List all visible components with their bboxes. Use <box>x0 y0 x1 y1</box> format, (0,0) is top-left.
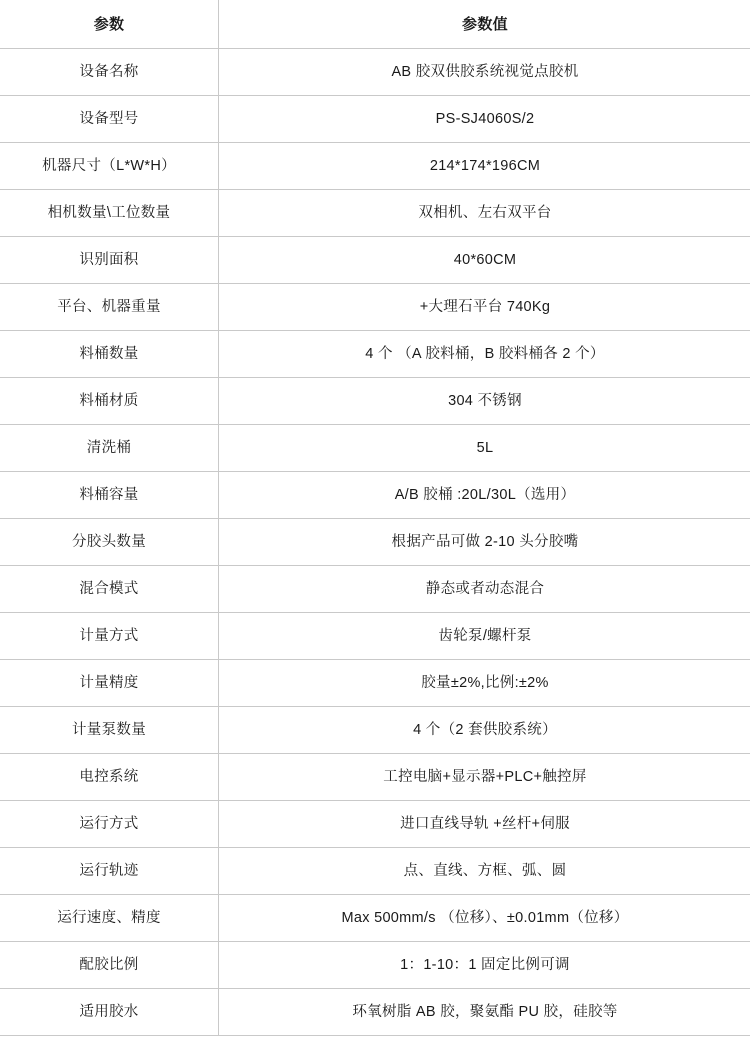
row-param-label: 计量精度 <box>79 674 139 691</box>
row-value-label: AB 胶双供胶系统视觉点胶机 <box>391 63 579 80</box>
row-param-label: 电控系统 <box>79 768 139 785</box>
table-row <box>0 895 750 942</box>
row-param-cell <box>0 190 219 237</box>
row-value-cell <box>219 613 750 660</box>
row-value-cell <box>219 707 750 754</box>
table-row <box>0 378 750 425</box>
row-value-label: 40*60CM <box>453 251 517 268</box>
row-value-cell <box>219 237 750 284</box>
row-value-label: 齿轮泵/螺杆泵 <box>438 627 532 644</box>
row-param-cell <box>0 143 219 190</box>
row-param-cell <box>0 49 219 96</box>
table-row <box>0 331 750 378</box>
row-value-cell <box>219 49 750 96</box>
row-param-cell <box>0 707 219 754</box>
row-param-label: 清洗桶 <box>86 439 132 456</box>
row-value-label: 环氧树脂 AB 胶，聚氨酯 PU 胶，硅胶等 <box>352 1003 618 1020</box>
row-value-cell <box>219 378 750 425</box>
row-value-label: 双相机、左右双平台 <box>418 204 552 221</box>
row-value-label: 1：1-10：1 固定比例可调 <box>400 956 570 973</box>
row-param-label: 设备名称 <box>79 63 139 80</box>
row-value-label: A/B 胶桶 :20L/30L（选用） <box>394 486 576 503</box>
row-value-label: +大理石平台 740Kg <box>419 298 551 315</box>
row-value-label: 静态或者动态混合 <box>425 580 545 597</box>
row-param-label: 配胶比例 <box>79 956 139 973</box>
row-param-cell <box>0 425 219 472</box>
row-param-label: 计量泵数量 <box>72 721 146 738</box>
row-param-cell <box>0 96 219 143</box>
row-value-cell <box>219 660 750 707</box>
row-param-cell <box>0 378 219 425</box>
table-row <box>0 848 750 895</box>
row-value-cell <box>219 754 750 801</box>
table-row <box>0 566 750 613</box>
table-row <box>0 49 750 96</box>
row-param-label: 识别面积 <box>79 251 139 268</box>
row-value-label: 304 不锈钢 <box>448 392 522 409</box>
row-param-label: 混合模式 <box>79 580 139 597</box>
row-param-cell <box>0 237 219 284</box>
table-header-row <box>0 0 750 49</box>
table-row <box>0 660 750 707</box>
table-row <box>0 237 750 284</box>
table-row <box>0 190 750 237</box>
row-param-label: 平台、机器重量 <box>57 298 161 315</box>
row-param-cell <box>0 801 219 848</box>
table-row <box>0 801 750 848</box>
table-row <box>0 707 750 754</box>
table-row <box>0 754 750 801</box>
row-value-label: 5L <box>476 439 494 456</box>
row-value-cell <box>219 96 750 143</box>
table-header-value <box>219 0 750 49</box>
row-param-cell <box>0 895 219 942</box>
row-value-cell <box>219 801 750 848</box>
table-header-param <box>0 0 219 49</box>
row-param-label: 料桶容量 <box>79 486 139 503</box>
row-value-label: 214*174*196CM <box>429 157 541 174</box>
row-param-label: 计量方式 <box>79 627 139 644</box>
table-row <box>0 519 750 566</box>
row-param-label: 机器尺寸（L*W*H） <box>42 157 176 174</box>
row-value-label: Max 500mm/s （位移）、±0.01mm（位移） <box>341 909 629 926</box>
row-param-label: 料桶数量 <box>79 345 139 362</box>
table-row <box>0 284 750 331</box>
row-value-cell <box>219 519 750 566</box>
row-param-label: 料桶材质 <box>79 392 139 409</box>
table-header-value-label: 参数值 <box>462 15 508 33</box>
table-row <box>0 425 750 472</box>
row-value-label: 4 个 （A 胶料桶，B 胶料桶各 2 个） <box>365 345 605 362</box>
table-row <box>0 613 750 660</box>
row-param-label: 设备型号 <box>79 110 139 127</box>
row-param-cell <box>0 519 219 566</box>
row-param-cell <box>0 942 219 989</box>
row-param-cell <box>0 848 219 895</box>
row-value-cell <box>219 284 750 331</box>
row-param-label: 运行方式 <box>79 815 139 832</box>
row-param-label: 运行轨迹 <box>79 862 139 879</box>
row-value-label: 点、直线、方框、弧、圆 <box>403 862 567 879</box>
row-value-label: 根据产品可做 2-10 头分胶嘴 <box>391 533 579 550</box>
row-value-cell <box>219 472 750 519</box>
table-row <box>0 143 750 190</box>
row-param-label: 适用胶水 <box>79 1003 139 1020</box>
row-value-cell <box>219 989 750 1036</box>
row-value-cell <box>219 942 750 989</box>
row-param-cell <box>0 660 219 707</box>
row-param-label: 分胶头数量 <box>72 533 146 550</box>
row-value-cell <box>219 895 750 942</box>
table-row <box>0 472 750 519</box>
row-value-label: 胶量±2%,比例:±2% <box>421 674 549 691</box>
row-param-cell <box>0 472 219 519</box>
row-param-cell <box>0 566 219 613</box>
table-row <box>0 96 750 143</box>
row-param-label: 相机数量\工位数量 <box>47 204 171 221</box>
row-param-label: 运行速度、精度 <box>57 909 161 926</box>
row-value-cell <box>219 143 750 190</box>
row-param-cell <box>0 284 219 331</box>
row-value-cell <box>219 425 750 472</box>
row-value-label: 工控电脑+显示器+PLC+触控屏 <box>383 768 587 785</box>
row-value-cell <box>219 848 750 895</box>
row-param-cell <box>0 613 219 660</box>
table-row <box>0 989 750 1036</box>
row-value-cell <box>219 566 750 613</box>
row-value-label: PS-SJ4060S/2 <box>435 110 535 127</box>
row-value-cell <box>219 331 750 378</box>
row-value-label: 4 个（2 套供胶系统） <box>413 721 557 738</box>
table-row <box>0 942 750 989</box>
row-param-cell <box>0 331 219 378</box>
row-value-cell <box>219 190 750 237</box>
row-param-cell <box>0 754 219 801</box>
row-value-label: 进口直线导轨 +丝杆+伺服 <box>400 815 570 832</box>
table-header-param-label: 参数 <box>93 15 125 33</box>
row-param-cell <box>0 989 219 1036</box>
